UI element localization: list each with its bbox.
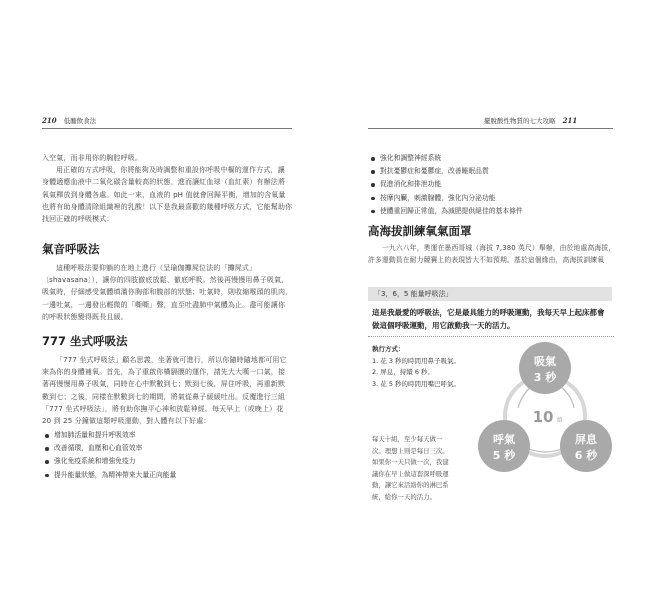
left-header bbox=[42, 116, 96, 125]
right-running-head: 擺脫酸性物質的七大攻略 bbox=[484, 117, 556, 125]
left-page-number: 210 bbox=[42, 116, 57, 125]
left-running-head: 低醣飲食法 bbox=[63, 117, 97, 125]
para-line: 這種呼吸法要仰躺的在地上進行（呈瑜伽攤屍位法的「攤屍式」 bbox=[56, 264, 257, 272]
intro-line: 氧氣釋放到身體各處。如此一來，血液的 pH 值就會回歸平衡，增加的含氧量 bbox=[42, 190, 286, 199]
hold-label: 屏息 bbox=[575, 433, 597, 446]
list-item: 增加肺活量和提升呼吸效率 bbox=[44, 429, 176, 442]
right-header bbox=[484, 116, 577, 125]
right-page bbox=[328, 0, 655, 609]
right-header-rule bbox=[368, 128, 613, 129]
left-header-rule bbox=[42, 128, 292, 129]
intro-line: 身體適應血液中二氧化碳含量較高的狀態，進而讓紅血球（血紅素）有辦法將 bbox=[42, 178, 286, 187]
favorite-method-quote bbox=[372, 306, 617, 332]
note-line: 統，給你一天的活力。 bbox=[372, 492, 436, 501]
quote-line: 做這個呼吸運動，用它啟動我一天的活力。 bbox=[372, 321, 515, 330]
inhale-circle bbox=[519, 342, 571, 394]
note-line: 次。理想上則是每日三次。 bbox=[372, 446, 449, 455]
altitude-mask-paragraph bbox=[368, 242, 618, 266]
note-line: 動，讓它來活絡你的淋巴系 bbox=[372, 481, 449, 489]
heading-777-breathing: 777 坐式呼吸法 bbox=[42, 334, 128, 348]
heading-whisper-breathing: 氣音呼吸法 bbox=[42, 242, 100, 256]
step-item: 1. 花 3 秒的時間用鼻子吸氣。 bbox=[372, 356, 461, 365]
sets-number: 10 bbox=[532, 408, 554, 426]
benefits-list bbox=[44, 429, 176, 482]
list-item: 改善循環，血壓和心血管效率 bbox=[44, 442, 176, 455]
para-line: 〔shavasana〕），讓你的四肢徹底放鬆、徹底呼吸。然後再慢慢用鼻子吸氣， bbox=[42, 276, 289, 285]
note-line: 議你在早上做這套深呼吸運 bbox=[372, 469, 449, 478]
para-line: 吸氣時，仔細感受氣體填滿你胸部和腹部的狀態；吐氣時，則收縮喉頭的肌肉， bbox=[42, 288, 293, 297]
benefits-list-continued bbox=[370, 152, 523, 218]
left-page bbox=[0, 0, 327, 609]
steps-list bbox=[372, 344, 460, 390]
para-line: 20 到 25 分鐘做這類呼吸運動，對人體有以下好處： bbox=[42, 417, 211, 426]
intro-paragraph bbox=[42, 152, 302, 225]
para-line: 的呼吸狀態變得既長且緩。 bbox=[42, 312, 128, 321]
arrow-hold-to-exhale bbox=[526, 448, 564, 452]
whisper-breathing-paragraph bbox=[42, 262, 302, 323]
exhale-label: 呼氣 bbox=[493, 433, 515, 446]
inhale-label: 吸氣 bbox=[534, 355, 556, 368]
quote-line: 這是我最愛的呼吸法，它是最具能力的呼吸運動，我每天早上起床都會 bbox=[372, 308, 605, 317]
inhale-time: 3 秒 bbox=[533, 371, 557, 384]
para-line: 著再慢慢用鼻子吸氣，同時在心中默數到七；默到七後，屏住呼吸，再重新默 bbox=[42, 380, 286, 389]
intro-line: 入空氣，而非用你的胸腔呼吸。 bbox=[42, 154, 143, 162]
right-page-number: 211 bbox=[562, 116, 578, 125]
arrow-inhale-to-hold bbox=[560, 386, 574, 408]
exhale-time: 5 秒 bbox=[492, 449, 516, 462]
hold-circle bbox=[560, 420, 612, 472]
step-item: 3. 花 5 秒的時間用嘴巴呼氣。 bbox=[372, 379, 461, 388]
note-line: 每天十組，至少每天做一 bbox=[372, 435, 443, 443]
list-item: 強化和調整神經系統 bbox=[370, 152, 523, 165]
note-line: 如果你一天只做一次，我建 bbox=[372, 458, 449, 466]
intro-line: 用正確的方式呼吸，你將能夠及時調整和重設你呼吸中樞的運作方式，讓 bbox=[56, 166, 285, 175]
breathing-method-label: 「3，6，5 能量呼吸法」 bbox=[368, 287, 612, 301]
list-item: 提升能量狀態，為精神帶來大量正向能量 bbox=[44, 469, 176, 482]
para-line: 一九六八年，奧運在墨西哥城（海拔 7,380 英尺）舉辦，由於地處高海拔， bbox=[382, 244, 616, 252]
intro-line: 找回正確的呼吸模式： bbox=[42, 215, 114, 224]
para-line: 「777 坐式呼吸法」顧名思義，坐著就可進行，所以你隨時隨地都可用它 bbox=[56, 356, 287, 364]
intro-line: 也將有助身體清除組織裡的乳酸！以下是我最喜歡的幾種呼吸方式，它能幫助你 bbox=[42, 202, 293, 211]
breathing-cycle-diagram bbox=[460, 336, 620, 486]
exhale-circle bbox=[478, 420, 530, 472]
para-line: 許多運動員在耐力競賽上的表現皆大不如預期。基於這個緣由，高海拔訓練氧 bbox=[368, 256, 605, 265]
list-item: 對抗憂鬱症和憂鬱症，改善睡眠品質 bbox=[370, 165, 523, 178]
list-item: 強化免疫系統和增強免疫力 bbox=[44, 455, 176, 468]
777-breathing-paragraph bbox=[42, 354, 304, 427]
sets-unit: 組 bbox=[557, 417, 564, 424]
list-item: 使體重回歸正常值，為減肥提供絕佳的基本條件 bbox=[370, 205, 523, 218]
para-line: 來為你的身體補氧。首先，為了重啟你橫膈膜的運作，請先大大嘆一口氣，接 bbox=[42, 368, 286, 377]
para-line: 一邊吐氣，一邊發出輕微的「嘶嘶」聲，直至吐盡肺中氣體為止。盡可能讓你 bbox=[42, 300, 286, 309]
step-item: 2. 屏息，持續 6 秒。 bbox=[372, 368, 435, 376]
practice-note bbox=[372, 434, 467, 503]
para-line: 「777 坐式呼吸法」，將有助你撫平心神和放鬆神經。每天早上（或晚上）花 bbox=[42, 404, 284, 413]
list-item: 促進消化和排泄功能 bbox=[370, 178, 523, 191]
arrow-exhale-to-inhale bbox=[518, 386, 532, 408]
list-item: 按摩內臟，刺激腺體，強化內分泌功能 bbox=[370, 192, 523, 205]
steps-title: 執行方式： bbox=[372, 345, 405, 353]
para-line: 數到七；之後，同樣在默數到七的期間，將氣從鼻子緩緩吐出。反覆進行三組 bbox=[42, 392, 286, 401]
heading-altitude-mask: 高海拔訓練氧氣面罩 bbox=[368, 224, 472, 238]
hold-time: 6 秒 bbox=[574, 449, 598, 462]
